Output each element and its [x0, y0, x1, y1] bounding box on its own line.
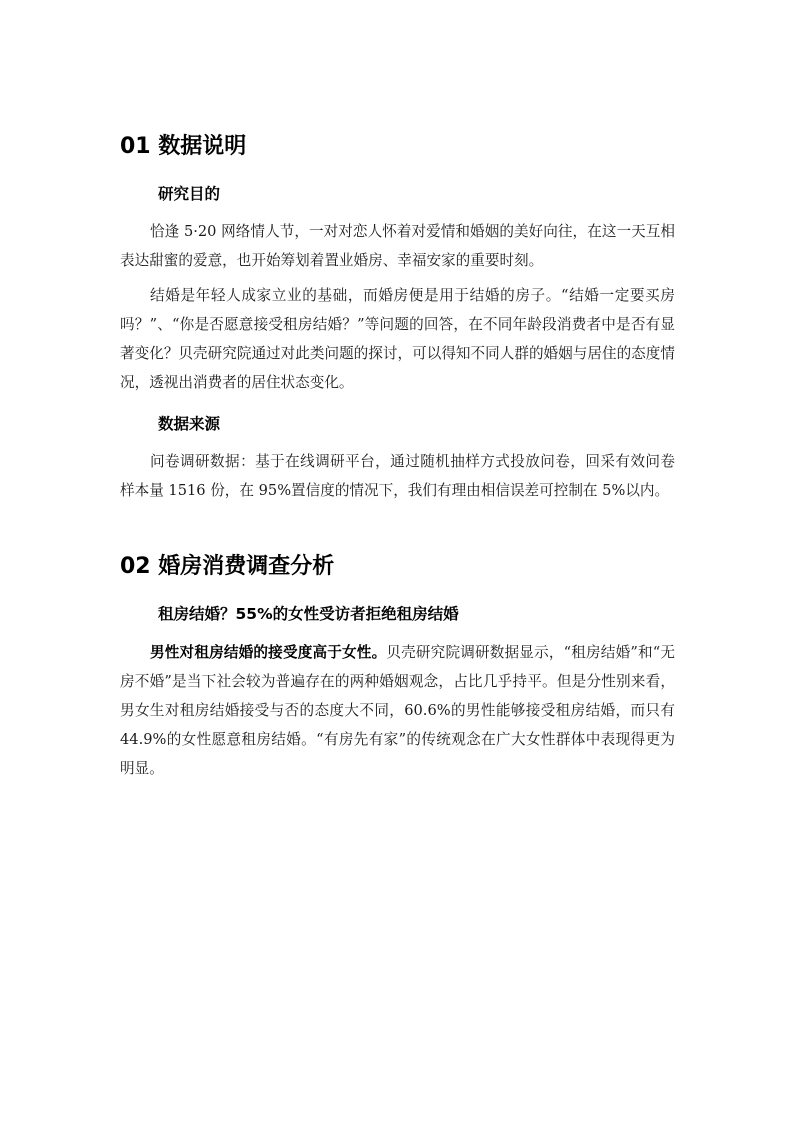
source-heading: 数据来源 — [158, 415, 221, 433]
sub-heading-rental-marriage: 租房结婚？55%的女性受访者拒绝租房结婚 — [158, 605, 459, 623]
section-2-title: 02 婚房消费调查分析 — [120, 554, 335, 579]
purpose-paragraph-1: 恰逢 5·20 网络情人节，一对对恋人怀着对爱情和婚姻的美好向往，在这一天互相表达甜蜜的爱意，也开始筹划着置业婚房、幸福安家的重要时刻。 — [120, 223, 675, 269]
analysis-lead-bold: 男性对租房结婚的接受度高于女性。 — [150, 644, 387, 661]
section-1-title: 01 数据说明 — [120, 134, 247, 159]
analysis-paragraph — [120, 638, 675, 783]
analysis-body: 贝壳研究院调研数据显示，“租房结婚”和“无房不婚”是当下社会较为普遍存在的两种婚姻观念，占比几乎持平。但是分性别来看，男女生对租房结婚接受与否的态度大不同，60.6%的男性能够接受租房结婚，而只有 44.9%的女性愿意租房结婚。“有房先有家”的传统观念在广大女性群体中表现得更为明显。 — [120, 644, 675, 777]
purpose-paragraph-2: 结婚是年轻人成家立业的基础，而婚房便是用于结婚的房子。“结婚一定要买房吗？”、“你是否愿意接受租房结婚？”等问题的回答，在不同年龄段消费者中是否有显著变化？贝壳研究院通过对此类问题的探讨，可以得知不同人群的婚姻与居住的态度情况，透视出消费者的居住状态变化。 — [120, 287, 675, 391]
purpose-heading: 研究目的 — [158, 185, 221, 203]
source-paragraph: 问卷调研数据：基于在线调研平台，通过随机抽样方式投放问卷，回采有效问卷样本量 1516 份，在 95%置信度的情况下，我们有理由相信误差可控制在 5%以内。 — [120, 453, 675, 499]
